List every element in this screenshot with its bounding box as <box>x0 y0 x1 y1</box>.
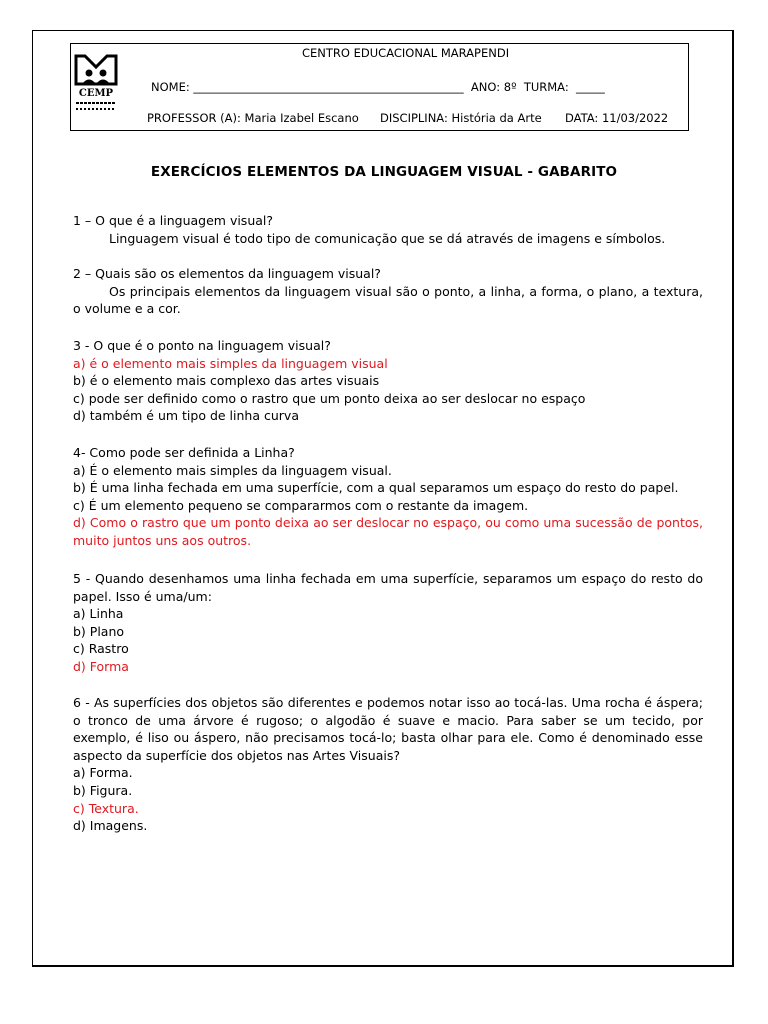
question-text: 1 – O que é a linguagem visual? <box>73 213 274 228</box>
question-1 <box>73 212 703 247</box>
answer-text: Linguagem visual é todo tipo de comunicação que se dá através de imagens e símbolos. <box>109 230 666 246</box>
option-c: c) É um elemento pequeno se compararmos com o restante da imagem. <box>73 497 529 513</box>
question-6 <box>73 694 703 835</box>
option-c: c) Rastro <box>73 641 129 657</box>
option-d-correct: d) Como o rastro que um ponto deixa ao ser deslocar no espaço, ou como uma sucessão de pontos, muito juntos uns aos outros. <box>73 515 703 548</box>
option-d: d) também é um tipo de linha curva <box>73 408 299 424</box>
option-a: a) Forma. <box>73 765 133 781</box>
option-a-correct: a) é o elemento mais simples da linguagem visual <box>73 355 388 371</box>
question-text: 2 – Quais são os elementos da linguagem visual? <box>73 266 381 281</box>
question-text: 3 - O que é o ponto na linguagem visual? <box>73 338 331 353</box>
option-b: b) é o elemento mais complexo das artes visuais <box>73 373 380 389</box>
answer-text: Os principais elementos da linguagem visual são o ponto, a linha, a forma, o plano, a textura, o volume e a cor. <box>73 283 703 317</box>
school-name: CENTRO EDUCACIONAL MARAPENDI <box>302 46 510 60</box>
cemp-logo-icon <box>74 54 118 118</box>
option-a: a) É o elemento mais simples da linguagem visual. <box>73 462 392 478</box>
question-2 <box>73 265 703 318</box>
page-title: EXERCÍCIOS ELEMENTOS DA LINGUAGEM VISUAL - GABARITO <box>150 164 618 180</box>
question-text: 4- Como pode ser definida a Linha? <box>73 445 295 460</box>
question-text: 5 - Quando desenhamos uma linha fechada em uma superfície, separamos um espaço do resto do papel. Isso é uma/um: <box>73 571 703 604</box>
option-b: b) É uma linha fechada em uma superfície, com a qual separamos um espaço do resto do papel. <box>73 480 679 496</box>
option-d: d) Imagens. <box>73 818 148 834</box>
option-b: b) Plano <box>73 623 125 639</box>
option-d-correct: d) Forma <box>73 658 129 674</box>
option-b: b) Figura. <box>73 782 133 798</box>
question-4 <box>73 444 703 550</box>
option-c-correct: c) Textura. <box>73 800 139 816</box>
option-a: a) Linha <box>73 606 124 622</box>
question-3 <box>73 337 703 425</box>
school-logo <box>74 54 118 118</box>
name-field: NOME: _______________________________________________ ANO: 8º TURMA: _____ <box>151 80 605 94</box>
date-label: DATA: 11/03/2022 <box>565 111 669 125</box>
discipline-label: DISCIPLINA: História da Arte <box>380 111 542 125</box>
option-c: c) pode ser definido como o rastro que um ponto deixa ao ser deslocar no espaço <box>73 390 586 406</box>
svg-text:CEMP: CEMP <box>78 88 114 99</box>
professor-label: PROFESSOR (A): Maria Izabel Escano <box>147 111 359 125</box>
question-5 <box>73 570 703 676</box>
question-text: 6 - As superfícies dos objetos são diferentes e podemos notar isso ao tocá-las. Uma rocha é áspera; o tronco de uma árvore é rugoso; o algodão é suave e macio. Para saber se um tecido, por exemplo, é liso ou áspero, não precisamos tocá-lo; basta olhar para ele. Como é denominado esse aspecto da superfície dos objetos nas Artes Visuais? <box>73 695 703 763</box>
